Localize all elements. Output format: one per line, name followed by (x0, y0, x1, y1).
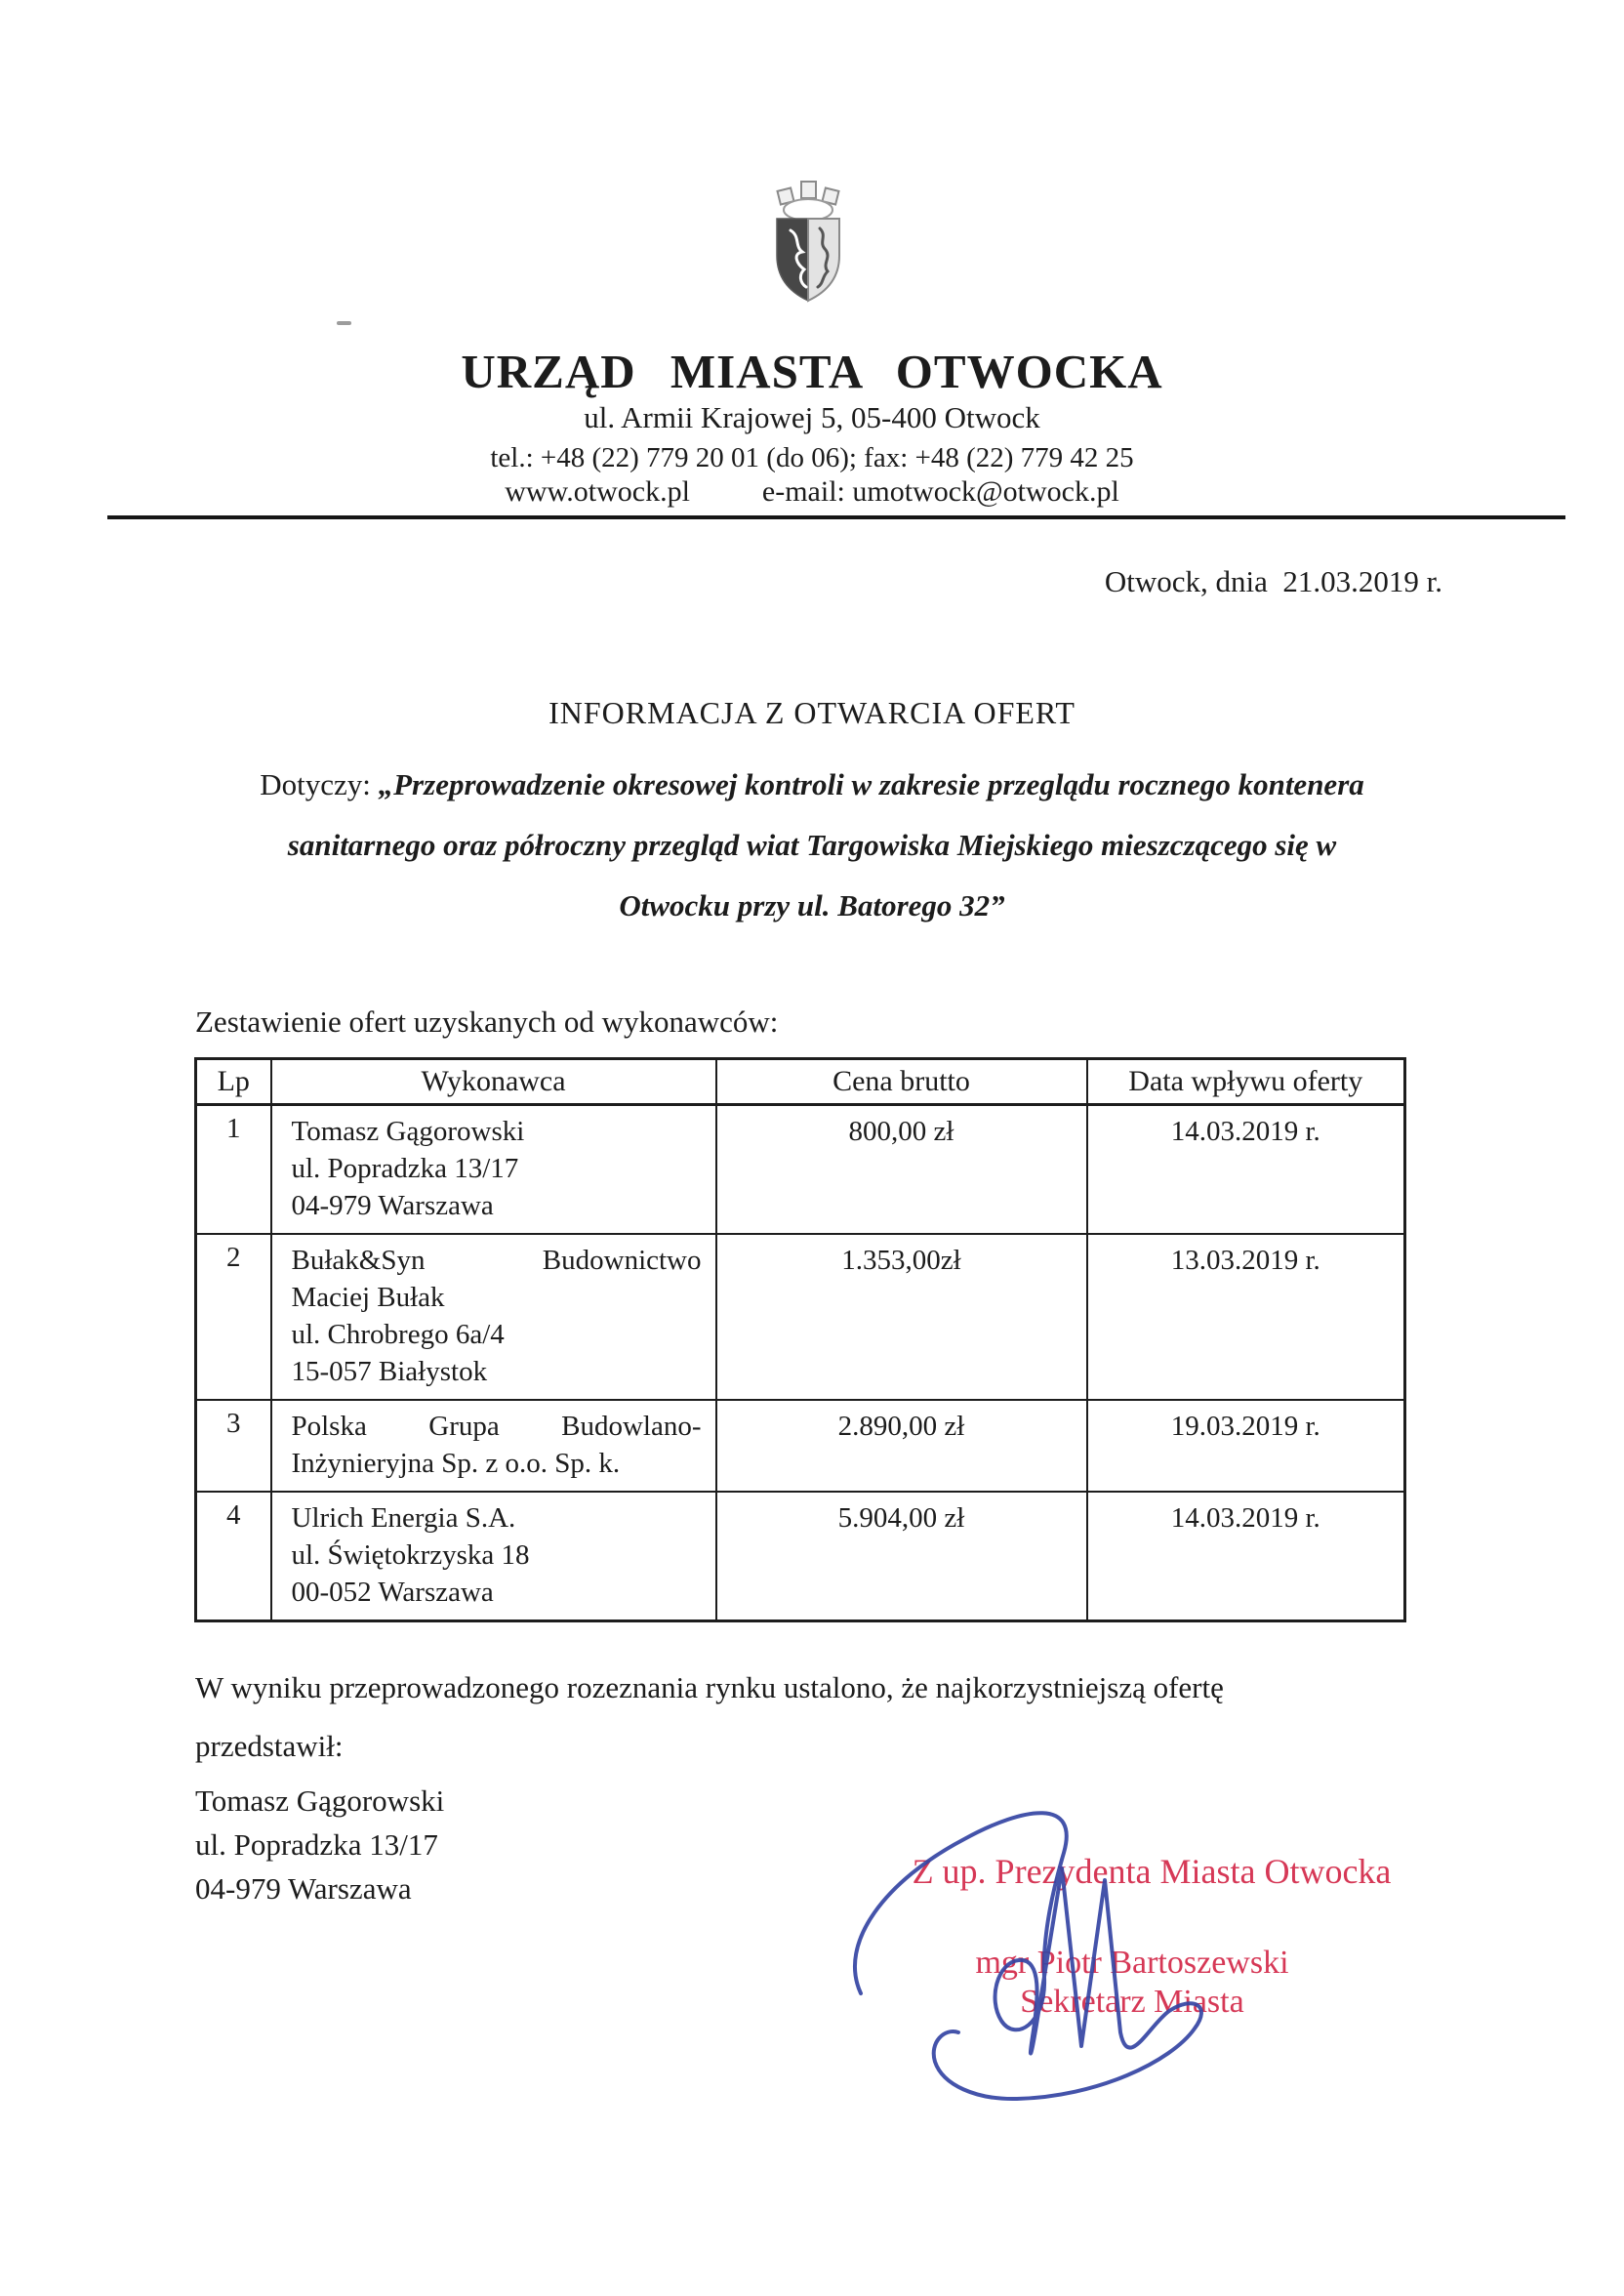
offer-contractor-line: Maciej Bułak (291, 1282, 445, 1313)
document-subject (117, 755, 1507, 936)
offer-contractor (271, 1234, 716, 1400)
organization-web-line (0, 475, 1624, 509)
offer-contractor-line: ul. Popradzka 13/17 (291, 1153, 519, 1184)
offers-table (194, 1057, 1406, 1622)
subject-line: Otwocku przy ul. Batorego 32” (619, 888, 1005, 922)
offers-table-body (196, 1105, 1405, 1621)
offer-contractor-line: Bułak&Syn Budownictwo (291, 1245, 702, 1276)
subject-line: sanitarnego oraz półroczny przegląd wiat Targowiska Miejskiego mieszczącego się w (287, 828, 1337, 862)
offer-contractor-line: 04-979 Warszawa (291, 1190, 494, 1221)
offers-col-header: Cena brutto (716, 1059, 1087, 1105)
handwritten-signature-icon (835, 1786, 1294, 2118)
offers-col-header: Wykonawca (271, 1059, 716, 1105)
offer-row (196, 1492, 1405, 1621)
offer-lp: 1 (196, 1105, 271, 1235)
offers-table-header-row (196, 1059, 1405, 1105)
scan-artifact-dash (337, 321, 351, 325)
offer-lp: 2 (196, 1234, 271, 1400)
offer-contractor-line: Tomasz Gągorowski (291, 1116, 525, 1147)
offer-contractor (271, 1400, 716, 1492)
winner-name: Tomasz Gągorowski (195, 1784, 445, 1818)
winning-contractor-block (195, 1779, 444, 1910)
conclusion-line: W wyniku przeprowadzonego rozeznania rynku ustalono, że najkorzystniejszą ofertę (195, 1670, 1224, 1704)
organization-email: e-mail: umotwock@otwock.pl (761, 475, 1119, 508)
offer-price: 800,00 zł (716, 1105, 1087, 1235)
stamp-authority-line: Z up. Prezydenta Miasta Otwocka (912, 1852, 1392, 1891)
offers-col-header: Data wpływu oferty (1087, 1059, 1405, 1105)
offer-row (196, 1234, 1405, 1400)
offer-lp: 3 (196, 1400, 271, 1492)
organization-name: URZĄD MIASTA OTWOCKA (461, 345, 1163, 398)
offers-col-header: Lp (196, 1059, 271, 1105)
table-intro: Zestawienie ofert uzyskanych od wykonawców: (195, 1004, 779, 1039)
document-heading: INFORMACJA Z OTWARCIA OFERT (548, 695, 1076, 730)
document-date: Otwock, dnia 21.03.2019 r. (1104, 564, 1442, 598)
stamp-signer-name: mgr Piotr Bartoszewski (975, 1945, 1289, 1981)
coat-of-arms-icon (761, 180, 855, 305)
subject-text: „Przeprowadzenie okresowej kontroli w zakresie przeglądu rocznego kontenera (378, 767, 1364, 801)
offer-price: 1.353,00zł (716, 1234, 1087, 1400)
winner-street: ul. Popradzka 13/17 (195, 1827, 438, 1862)
offer-date: 14.03.2019 r. (1087, 1492, 1405, 1621)
offer-price: 2.890,00 zł (716, 1400, 1087, 1492)
offer-contractor-line: ul. Świętokrzyska 18 (291, 1539, 530, 1571)
offer-row (196, 1105, 1405, 1235)
offer-contractor-line: 00-052 Warszawa (291, 1577, 494, 1608)
winner-city: 04-979 Warszawa (195, 1871, 412, 1906)
offer-contractor-line: Inżynieryjna Sp. z o.o. Sp. k. (291, 1448, 621, 1479)
offer-date: 13.03.2019 r. (1087, 1234, 1405, 1400)
offer-contractor (271, 1105, 716, 1235)
offer-lp: 4 (196, 1492, 271, 1621)
offer-contractor (271, 1492, 716, 1621)
offer-contractor-line: Ulrich Energia S.A. (291, 1502, 516, 1534)
subject-line (117, 755, 1507, 815)
organization-website: www.otwock.pl (505, 475, 690, 508)
stamp-signer-title: Sekretarz Miasta (1020, 1984, 1244, 2020)
offer-contractor-line: ul. Chrobrego 6a/4 (291, 1319, 505, 1350)
offer-contractor-line: 15-057 Białystok (291, 1356, 488, 1387)
letterhead-divider (107, 515, 1565, 519)
offer-contractor-line: Polska Grupa Budowlano- (291, 1411, 702, 1442)
offer-price: 5.904,00 zł (716, 1492, 1087, 1621)
organization-address: ul. Armii Krajowej 5, 05-400 Otwock (584, 400, 1040, 434)
conclusion-line: przedstawił: (195, 1729, 344, 1763)
offer-row (196, 1400, 1405, 1492)
subject-prefix: Dotyczy: (260, 767, 379, 801)
organization-phone-fax: tel.: +48 (22) 779 20 01 (do 06); fax: +48 (22) 779 42 25 (490, 442, 1134, 473)
offer-date: 19.03.2019 r. (1087, 1400, 1405, 1492)
offer-date: 14.03.2019 r. (1087, 1105, 1405, 1235)
